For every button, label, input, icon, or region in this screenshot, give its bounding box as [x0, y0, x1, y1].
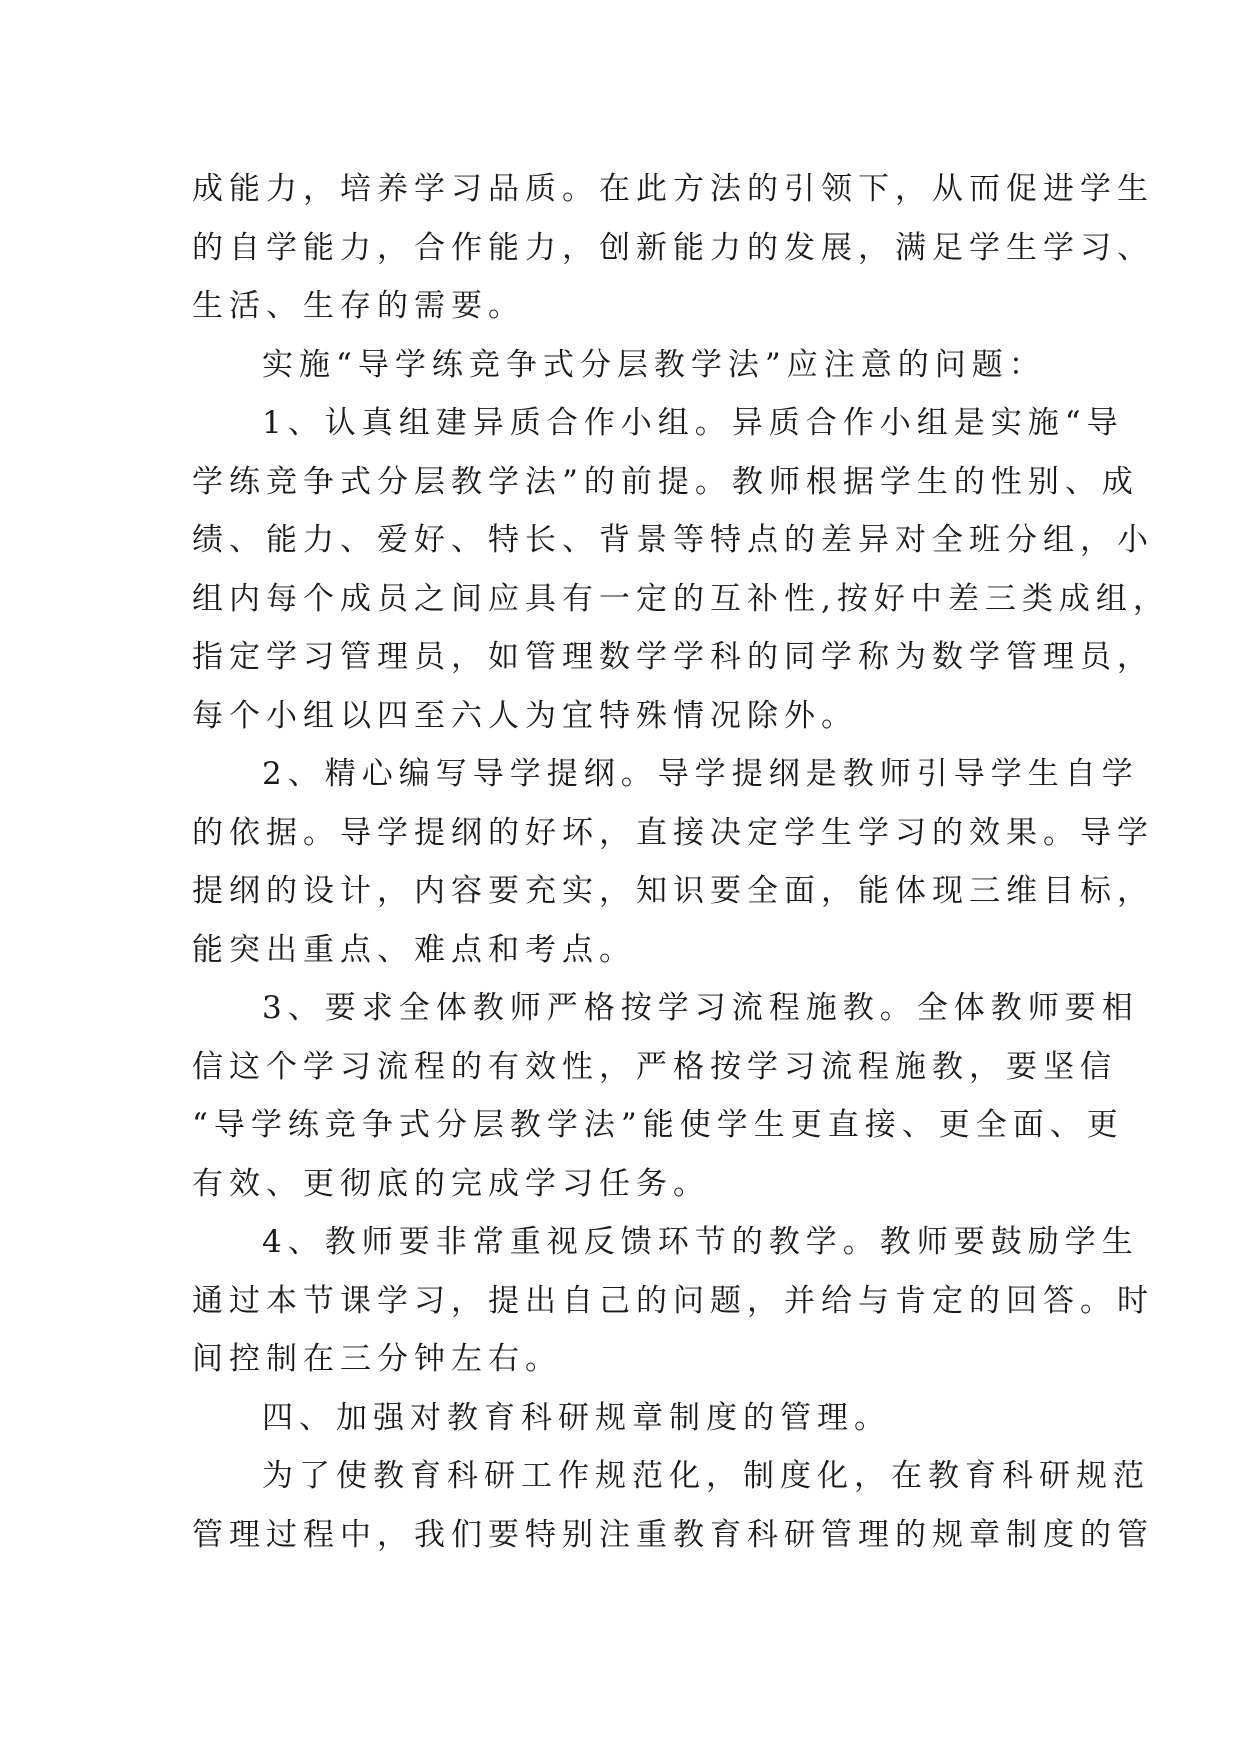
- text-line: 3、要求全体教师严格按学习流程施教。全体教师要相: [262, 990, 1139, 1026]
- text-line: 1、认真组建异质合作小组。异质合作小组是实施“导: [262, 405, 1124, 441]
- text-line: 4、教师要非常重视反馈环节的教学。教师要鼓励学生: [262, 1224, 1139, 1260]
- text-line: 2、精心编写导学提纲。导学提纲是教师引导学生自学: [262, 756, 1139, 792]
- text-line: 信这个学习流程的有效性，严格按学习流程施教，要坚信: [192, 1048, 1117, 1085]
- text-line: 间控制在三分钟左右。: [192, 1341, 562, 1377]
- text-line: 为了使教育科研工作规范化，制度化，在教育科研规范: [262, 1458, 1150, 1494]
- text-line: 绩、能力、爱好、特长、背景等特点的差异对全班分组，小: [192, 522, 1154, 558]
- text-line: 提纲的设计，内容要充实，知识要全面，能体现三维目标，: [192, 873, 1154, 909]
- text-line: 成能力，培养学习品质。在此方法的引领下，从而促进学生: [192, 171, 1154, 207]
- text-line: 四、加强对教育科研规章制度的管理。: [262, 1399, 891, 1436]
- text-line: “导学练竞争式分层教学法”能使学生更直接、更全面、更: [192, 1107, 1124, 1143]
- text-line: 管理过程中，我们要特别注重教育科研管理的规章制度的管: [192, 1516, 1154, 1553]
- text-line: 生活、生存的需要。: [192, 288, 525, 324]
- text-line: 学练竞争式分层教学法”的前提。教师根据学生的性别、成: [192, 463, 1139, 500]
- document-body: [192, 160, 1170, 1564]
- text-line: 的依据。导学提纲的好坏，直接决定学生学习的效果。导学: [192, 814, 1154, 851]
- text-line: 能突出重点、难点和考点。: [192, 931, 636, 968]
- text-line: 通过本节课学习，提出自己的问题，并给与肯定的回答。时: [192, 1282, 1154, 1319]
- text-line: 有效、更彻底的完成学习任务。: [192, 1165, 710, 1202]
- text-line: 组内每个成员之间应具有一定的互补性,按好中差三类成组，: [192, 580, 1170, 617]
- text-line: 实施“导学练竞争式分层教学法”应注意的问题：: [262, 346, 1046, 383]
- text-line: 的自学能力，合作能力，创新能力的发展，满足学生学习、: [192, 229, 1154, 266]
- text-line: 指定学习管理员，如管理数学学科的同学称为数学管理员，: [192, 639, 1154, 675]
- text-line: 每个小组以四至六人为宜特殊情况除外。: [192, 697, 858, 734]
